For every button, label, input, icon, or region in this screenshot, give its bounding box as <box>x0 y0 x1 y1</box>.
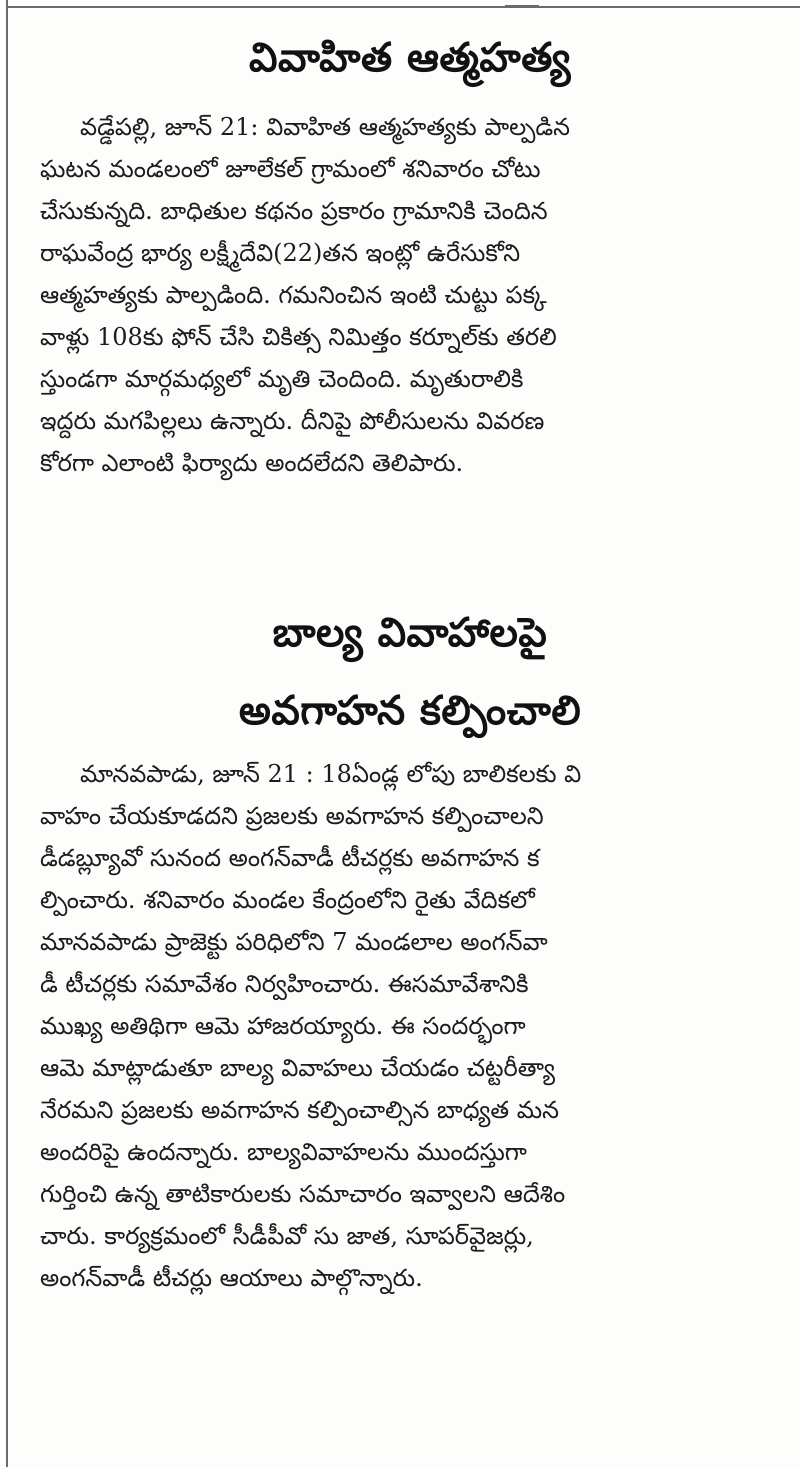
article-child-marriage-awareness <box>40 605 780 1299</box>
article-body-line: డీ టీచర్లకు సమావేశం నిర్వహించారు. ఈసమావేశానికి <box>40 970 529 998</box>
article-body <box>40 106 780 484</box>
article-headline: అవగాహన కల్పించాలి <box>238 688 582 734</box>
article-body-line: స్తుండగా మార్గమధ్యలో మృతి చెందింది. మృతురాలికి <box>40 365 524 393</box>
column-rule-left <box>6 0 8 1467</box>
article-body-line: చేసుకున్నది. బాధితుల కథనం ప్రకారం గ్రామానికి చెందిన <box>40 197 548 225</box>
article-body-line: మానవపాడు ప్రాజెక్టు పరిధిలోని 7 మండలాల అంగన్‌వా <box>40 928 548 956</box>
article-body-line: చారు. కార్యక్రమంలో సీడీపీవో సు జాత, సూపర్‌వైజర్లు, <box>40 1222 534 1250</box>
article-suicide-report <box>40 30 780 484</box>
article-body-line: వడ్డేపల్లి, జూన్ 21: వివాహిత ఆత్మహత్యకు పాల్పడిన <box>80 113 570 141</box>
article-body-line: వాహం చేయకూడదని ప్రజలకు అవగాహన కల్పించాలని <box>40 802 544 830</box>
article-body-line: నేరమని ప్రజలకు అవగాహన కల్పించాల్సిన బాధ్యత మన <box>40 1096 559 1124</box>
article-body-line: కోరగా ఎలాంటి ఫిర్యాదు అందలేదని తెలిపారు. <box>40 449 464 477</box>
article-body-line: డీడబ్ల్యూవో సునంద అంగన్‌వాడీ టీచర్లకు అవగాహన క <box>40 844 540 872</box>
article-body-line: ఆమె మాట్లాడుతూ బాల్య వివాహలు చేయడం చట్టరీత్యా <box>40 1054 555 1082</box>
article-body-line: అంగన్‌వాడీ టీచర్లు ఆయాలు పాల్గొన్నారు. <box>40 1264 423 1292</box>
article-body-line: రాఘవేంద్ర భార్య లక్ష్మీదేవి(22)తన ఇంట్లో ఉరేసుకోని <box>40 239 521 267</box>
article-body <box>40 753 780 1299</box>
article-body-line: ముఖ్య అతిథిగా ఆమె హాజరయ్యారు. ఈ సందర్భంగా <box>40 1012 526 1040</box>
article-headline: వివాహిత ఆత్మహత్య <box>249 35 571 81</box>
column-rule-notch <box>505 0 539 7</box>
article-headline: బాల్య వివాహాలపై <box>272 610 548 656</box>
column-rule-top <box>6 6 800 8</box>
article-body-line: ఆత్మహత్యకు పాల్పడింది. గమనించిన ఇంటి చుట్టు పక్క <box>40 281 547 309</box>
article-body-line: ఘటన మండలంలో జూలేకల్ గ్రామంలో శనివారం చోటు <box>40 155 541 183</box>
article-body-line: వాళ్లు 108కు ఫోన్ చేసి చికిత్స నిమిత్తం కర్నూల్‌కు తరలి <box>40 323 557 351</box>
article-body-line: అందరిపై ఉందన్నారు. బాల్యవివాహలను ముందస్తుగా <box>40 1138 527 1166</box>
article-body-line: గుర్తించి ఉన్న తాటికారులకు సమాచారం ఇవ్వాలని ఆదేశిం <box>40 1180 566 1208</box>
article-body-line: ల్పించారు. శనివారం మండల కేంద్రంలోని రైతు వేదికలో <box>40 886 535 914</box>
article-body-line: ఇద్దరు మగపిల్లలు ఉన్నారు. దీనిపై పోలీసులను వివరణ <box>40 407 545 435</box>
article-body-line: మానవపాడు, జూన్ 21 : 18ఏండ్ల లోపు బాలికలకు వి <box>80 760 582 788</box>
